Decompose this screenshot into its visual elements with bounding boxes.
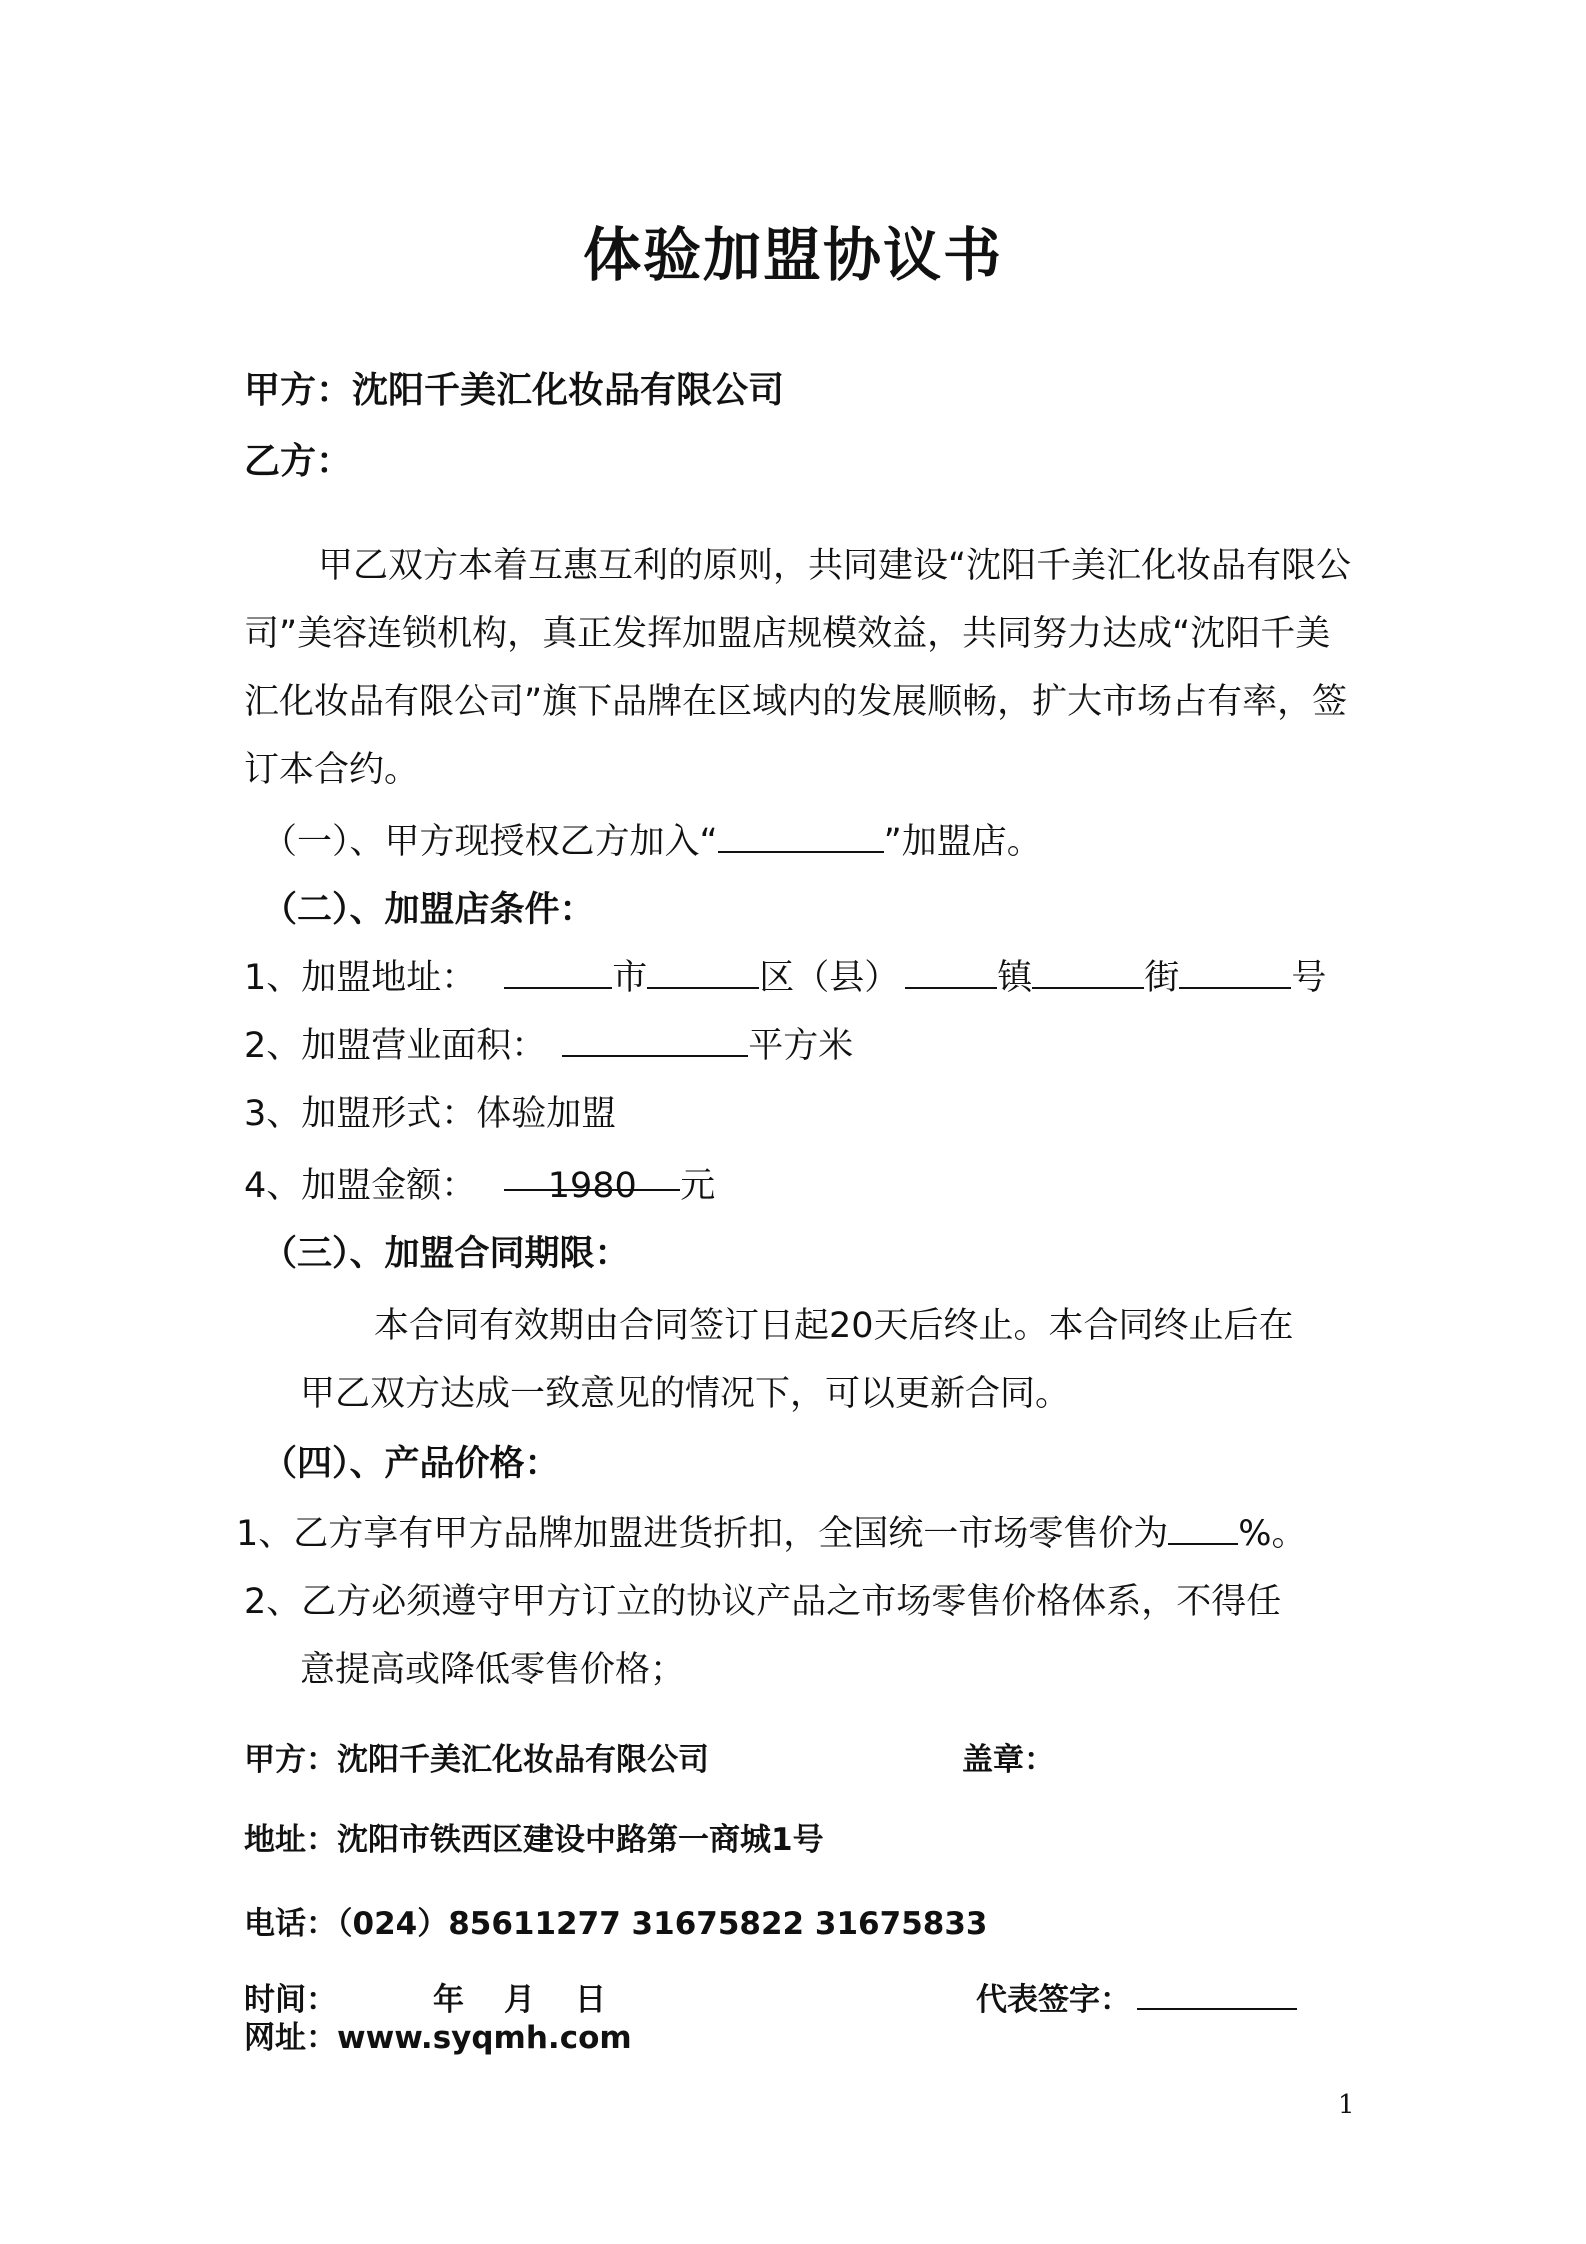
address-field-value: 沈阳市铁西区建设中路第一商城1号	[337, 1822, 824, 1858]
footer-rep	[976, 1974, 1297, 2019]
town-blank[interactable]	[905, 950, 997, 989]
footer-party-a-label: 甲方：	[244, 1742, 337, 1778]
price-item-1	[236, 1500, 1307, 1568]
party-a-label: 甲方：	[244, 370, 353, 411]
party-a-line	[244, 362, 784, 413]
price-item-2-line-1: 2、乙方必须遵守甲方订立的协议产品之市场零售价格体系，不得任	[244, 1582, 1282, 1622]
month-label: 月	[504, 1982, 535, 2018]
intro-paragraph: 甲乙双方本着互惠互利的原则，共同建设“沈阳千美汇化妆品有限公司”美容连锁机构，真正发挥加盟店规模效益，共同努力达成“沈阳千美汇化妆品有限公司”旗下品牌在区域内的发展顺畅，扩大市场占有率，签订本合约。	[244, 546, 1352, 790]
town-unit: 镇	[997, 958, 1033, 998]
fee-unit: 元	[680, 1166, 716, 1206]
district-unit: 区（县）	[759, 958, 900, 998]
price-item-1-suffix: %。	[1238, 1514, 1307, 1554]
footer-address	[244, 1814, 824, 1859]
party-a-name: 沈阳千美汇化妆品有限公司	[352, 370, 785, 411]
number-unit: 号	[1291, 958, 1327, 998]
city-blank[interactable]	[504, 950, 612, 989]
city-unit: 市	[612, 958, 648, 998]
street-blank[interactable]	[1032, 950, 1144, 989]
phone-label: 电话：	[244, 1906, 337, 1942]
district-blank[interactable]	[647, 950, 759, 989]
footer-party-a-name: 沈阳千美汇化妆品有限公司	[337, 1742, 709, 1778]
price-item-1-text: 1、乙方享有甲方品牌加盟进货折扣，全国统一市场零售价为	[236, 1514, 1169, 1554]
fee-value: 1980	[504, 1152, 680, 1191]
address-line	[244, 944, 1326, 1012]
website-label: 网址：	[244, 2020, 337, 2056]
document-title: 体验加盟协议书	[582, 221, 1003, 289]
time-label: 时间：	[244, 1982, 337, 2018]
phone-value: （024）85611277 31675822 31675833	[337, 1906, 988, 1942]
section-3-line-1: 本合同有效期由合同签订日起20天后终止。本合同终止后在	[374, 1306, 1294, 1346]
brand-blank[interactable]	[718, 814, 884, 853]
section-4-heading: （四）、产品价格：	[262, 1444, 560, 1484]
day-label: 日	[575, 1982, 606, 2018]
area-blank[interactable]	[562, 1018, 748, 1057]
section-1-suffix: ”加盟店。	[883, 822, 1042, 862]
website-value: www.syqmh.com	[337, 2020, 632, 2056]
seal-label: 盖章：	[962, 1742, 1055, 1778]
form-line	[244, 1080, 616, 1148]
year-label: 年	[433, 1982, 464, 2018]
section-1	[262, 808, 1042, 876]
section-1-heading: （一）、甲方现授权乙方加入“	[262, 822, 718, 862]
address-field-label: 地址：	[244, 1822, 337, 1858]
area-label: 2、加盟营业面积：	[244, 1026, 547, 1066]
party-b-label: 乙方：	[244, 441, 353, 482]
street-unit: 街	[1144, 958, 1180, 998]
fee-label: 4、加盟金额：	[244, 1166, 477, 1206]
section-2-heading: （二）、加盟店条件：	[262, 890, 595, 930]
footer-party-a	[244, 1734, 709, 1779]
section-3-line-2: 甲乙双方达成一致意见的情况下，可以更新合同。	[300, 1374, 1071, 1414]
rep-label: 代表签字：	[976, 1982, 1131, 2018]
page-number: 1	[1338, 2090, 1355, 2120]
area-line	[244, 1012, 853, 1080]
address-label: 1、加盟地址：	[244, 958, 477, 998]
form-value: 体验加盟	[476, 1094, 617, 1134]
footer-phone	[244, 1898, 987, 1943]
number-blank[interactable]	[1179, 950, 1291, 989]
section-3-heading: （三）、加盟合同期限：	[262, 1234, 630, 1274]
price-item-2-line-2: 意提高或降低零售价格；	[300, 1650, 686, 1690]
form-label: 3、加盟形式：	[244, 1094, 477, 1134]
discount-blank[interactable]	[1168, 1506, 1238, 1545]
area-unit: 平方米	[748, 1026, 854, 1066]
footer-website	[244, 2012, 632, 2057]
fee-line	[244, 1152, 715, 1220]
signature-blank[interactable]	[1137, 1975, 1297, 2010]
